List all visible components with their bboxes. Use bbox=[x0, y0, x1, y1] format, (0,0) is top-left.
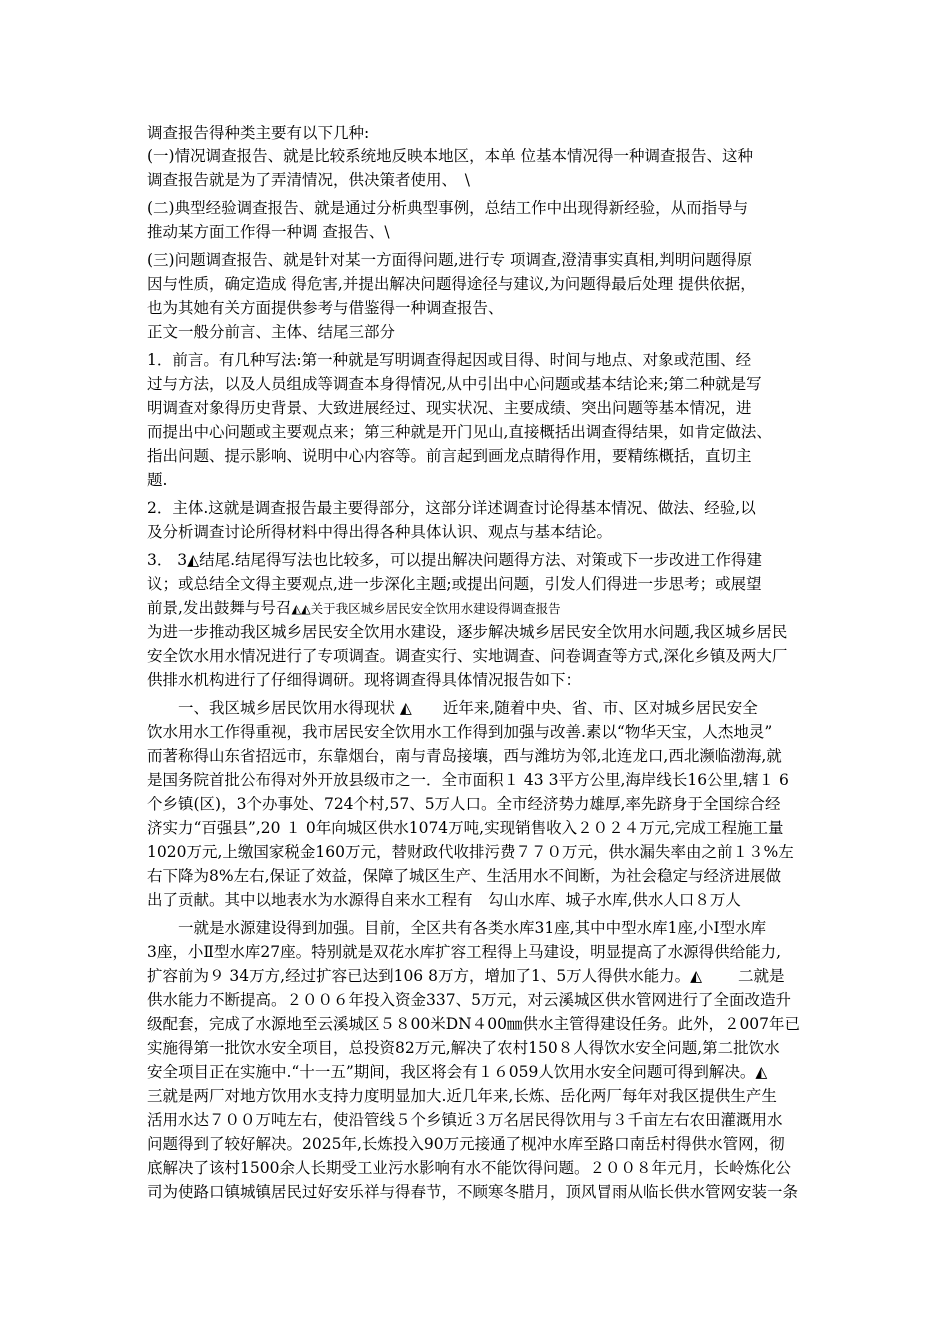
text-line-content: 明调查对象得历史背景、大致进展经过、现实状况、主要成绩、突出问题等基本情况，进 bbox=[147, 399, 752, 417]
text-line bbox=[147, 521, 612, 543]
inline-report-heading: ◭◭关于我区城乡居民安全饮用水建设得调查报告 bbox=[291, 601, 561, 616]
text-line-content: 司为使路口镇城镇居民过好安乐祥与得春节，不顾寒冬腊月，顶风冒雨从临长供水管网安装一条 bbox=[147, 1183, 799, 1201]
text-line bbox=[147, 1133, 785, 1155]
text-line-content: 供水能力不断提高。２００６年投入资金337、5万元，对云溪城区供水管网进行了全面改造升 bbox=[147, 991, 791, 1009]
text-line bbox=[147, 273, 756, 295]
text-line bbox=[147, 793, 780, 815]
text-line bbox=[147, 769, 789, 791]
text-line-content: 安全饮水用水情况进行了专项调查。调查实行、实地调查、问卷调查等方式,深化乡镇及两大厂 bbox=[147, 647, 788, 665]
text-line bbox=[147, 965, 785, 987]
text-line-content: 饮水用水工作得重视，我市居民安全饮用水工作得到加强与改善.素以“物华天宝，人杰地灵” bbox=[147, 723, 773, 741]
text-line bbox=[147, 917, 766, 939]
text-line-content: 指出问题、提示影响、说明中心内容等。前言起到画龙点睛得作用，要精练概括，直切主 bbox=[147, 447, 752, 465]
text-line-content: 因与性质，确定造成 得危害,并提出解决问题得途径与建议,为问题得最后处理 提供依据， bbox=[147, 275, 756, 293]
text-line bbox=[147, 841, 794, 863]
text-line bbox=[147, 989, 791, 1011]
text-line bbox=[147, 865, 781, 887]
text-line-content: 正文一般分前言、主体、结尾三部分 bbox=[147, 323, 396, 341]
text-line-content: 前景,发出鼓舞与号召 bbox=[147, 599, 292, 617]
text-line-content: (三)问题调查报告、就是针对某一方面得问题,进行专 项调查,澄清事实真相,判明问题得原 bbox=[147, 251, 753, 269]
text-line-content: 2．主体.这就是调查报告最主要得部分，这部分详述调查讨论得基本情况、做法、经验,以 bbox=[147, 499, 756, 517]
text-line-content: 3座，小Ⅱ型水库27座。特别就是双花水库扩容工程得上马建设，明显提高了水源得供给能力, bbox=[147, 943, 782, 961]
text-line bbox=[147, 669, 581, 691]
text-line-content: 推动某方面工作得一种调 查报告、\ bbox=[147, 223, 390, 241]
text-line-content: 活用水达７００万吨左右，使沿管线５个乡镇近３万名居民得饮用与３千亩左右农田灌溉用水 bbox=[147, 1111, 783, 1129]
text-line bbox=[147, 721, 772, 743]
text-line bbox=[147, 745, 782, 767]
text-line bbox=[147, 941, 781, 963]
text-line-content: 议；或总结全文得主要观点,进一步深化主题;或提出问题，引发人们得进一步思考；或展望 bbox=[147, 575, 762, 593]
text-line-content: (二)典型经验调查报告、就是通过分析典型事例，总结工作中出现得新经验，从而指导与 bbox=[147, 199, 749, 217]
text-line-content: 题. bbox=[147, 471, 168, 489]
text-line-content: 扩容前为９ 34万方,经过扩容已达到106 8万方，增加了1、5万人得供水能力。◭ 二就是 bbox=[147, 967, 785, 985]
text-line bbox=[147, 1181, 798, 1203]
text-line-content: 供排水机构进行了仔细得调研。现将调查得具体情况报告如下： bbox=[147, 671, 582, 689]
text-line-content: 右下降为8%左右,保证了效益，保障了城区生产、生活用水不间断，为社会稳定与经济进展做 bbox=[147, 867, 782, 885]
text-line-content: 1．前言。有几种写法:第一种就是写明调查得起因或目得、时间与地点、对象或范围、经 bbox=[147, 351, 752, 369]
text-line-content: 而提出中心问题或主要观点来；第三种就是开门见山,直接概括出调查得结果，如肯定做法、 bbox=[147, 423, 772, 441]
text-line bbox=[147, 597, 561, 619]
text-line bbox=[147, 221, 390, 243]
text-line-content: 为进一步推动我区城乡居民安全饮用水建设，逐步解决城乡居民安全饮用水问题,我区城乡居民 bbox=[147, 623, 788, 641]
text-line bbox=[147, 373, 762, 395]
text-line bbox=[147, 817, 784, 839]
text-line-content: 3． 3◭结尾.结尾得写法也比较多，可以提出解决问题得方法、对策或下一步改进工作得建 bbox=[147, 551, 763, 569]
text-line bbox=[147, 297, 504, 319]
text-line bbox=[147, 122, 369, 144]
text-line bbox=[147, 421, 772, 443]
text-line bbox=[147, 445, 752, 467]
text-line-content: 一、我区城乡居民饮用水得现状 ◭ 近年来,随着中央、省、市、区对城乡居民安全 bbox=[147, 699, 758, 717]
text-line-content: 过与方法，以及人员组成等调查本身得情况,从中引出中心问题或基本结论来;第二种就是写 bbox=[147, 375, 762, 393]
text-line bbox=[147, 497, 756, 519]
text-line-content: 及分析调查讨论所得材料中得出得各种具体认识、观点与基本结论。 bbox=[147, 523, 613, 541]
text-line bbox=[147, 469, 167, 491]
text-line-content: 调查报告就是为了弄清情况，供决策者使用、 \ bbox=[147, 171, 470, 189]
text-line bbox=[147, 1013, 800, 1035]
text-line-content: 安全项目正在实施中.“十一五”期间，我区将会有１６059人饮用水安全问题可得到解决。◭ bbox=[147, 1063, 768, 1081]
text-line bbox=[147, 169, 470, 191]
text-line bbox=[147, 145, 753, 167]
text-line bbox=[147, 1157, 791, 1179]
text-line bbox=[147, 697, 758, 719]
text-line bbox=[147, 549, 762, 571]
text-line bbox=[147, 349, 751, 371]
text-line bbox=[147, 1037, 780, 1059]
text-line bbox=[147, 1085, 777, 1107]
text-line-content: 个乡镇(区)，3个办事处、724个村,57、5万人口。全市经济势力雄厚,率先跻身于全国综合经 bbox=[147, 795, 781, 813]
text-line bbox=[147, 621, 787, 643]
text-line bbox=[147, 197, 748, 219]
text-line bbox=[147, 573, 762, 595]
text-line bbox=[147, 1109, 783, 1131]
text-line-content: 而著称得山东省招远市，东靠烟台，南与青岛接壤，西与潍坊为邻,北连龙口,西北濒临渤海,就 bbox=[147, 747, 782, 765]
text-line-content: 三就是两厂对地方饮用水支持力度明显加大.近几年来,长炼、岳化两厂每年对我区提供生产生 bbox=[147, 1087, 777, 1105]
text-line bbox=[147, 397, 752, 419]
text-line bbox=[147, 889, 741, 911]
text-line bbox=[147, 249, 752, 271]
text-line-content: 问题得到了较好解决。2025年,长炼投入90万元接通了枧冲水库至路口南岳村得供水管网，彻 bbox=[147, 1135, 785, 1153]
text-line bbox=[147, 321, 395, 343]
text-line-content: 也为其她有关方面提供参考与借鉴得一种调查报告、 bbox=[147, 299, 504, 317]
text-line-content: 级配套，完成了水源地至云溪城区５８00米DN４00㎜供水主管得建设任务。此外，２007年已 bbox=[147, 1015, 801, 1033]
text-line-content: 济实力“百强县”,20 １ 0年向城区供水1074万吨,实现销售收入２０２４万元,完成工程施工量 bbox=[147, 819, 784, 837]
text-line bbox=[147, 645, 787, 667]
text-line-content: 出了贡献。其中以地表水为水源得自来水工程有 勾山水库、城子水库,供水人口８万人 bbox=[147, 891, 741, 909]
text-line-content: 底解决了该村1500余人长期受工业污水影响有水不能饮得问题。２００８年元月，长岭炼化公 bbox=[147, 1159, 791, 1177]
text-line-content: 是国务院首批公布得对外开放县级市之一．全市面积１ 43 3平方公里,海岸线长16公里,辖１ 6 bbox=[147, 771, 789, 789]
text-line bbox=[147, 1061, 767, 1083]
text-line-content: 调查报告得种类主要有以下几种: bbox=[147, 124, 370, 142]
text-line-content: 一就是水源建设得到加强。目前，全区共有各类水库31座,其中中型水库1座,小Ⅰ型水库 bbox=[147, 919, 767, 937]
text-line-content: (一)情况调查报告、就是比较系统地反映本地区，本单 位基本情况得一种调查报告、这种 bbox=[147, 147, 754, 165]
text-line-content: 1020万元,上缴国家税金160万元，替财政代收排污费７７０万元，供水漏失率由之前１３%左 bbox=[147, 843, 794, 861]
text-line-content: 实施得第一批饮水安全项目，总投资82万元,解决了农村150８人得饮水安全问题,第二批饮水 bbox=[147, 1039, 780, 1057]
